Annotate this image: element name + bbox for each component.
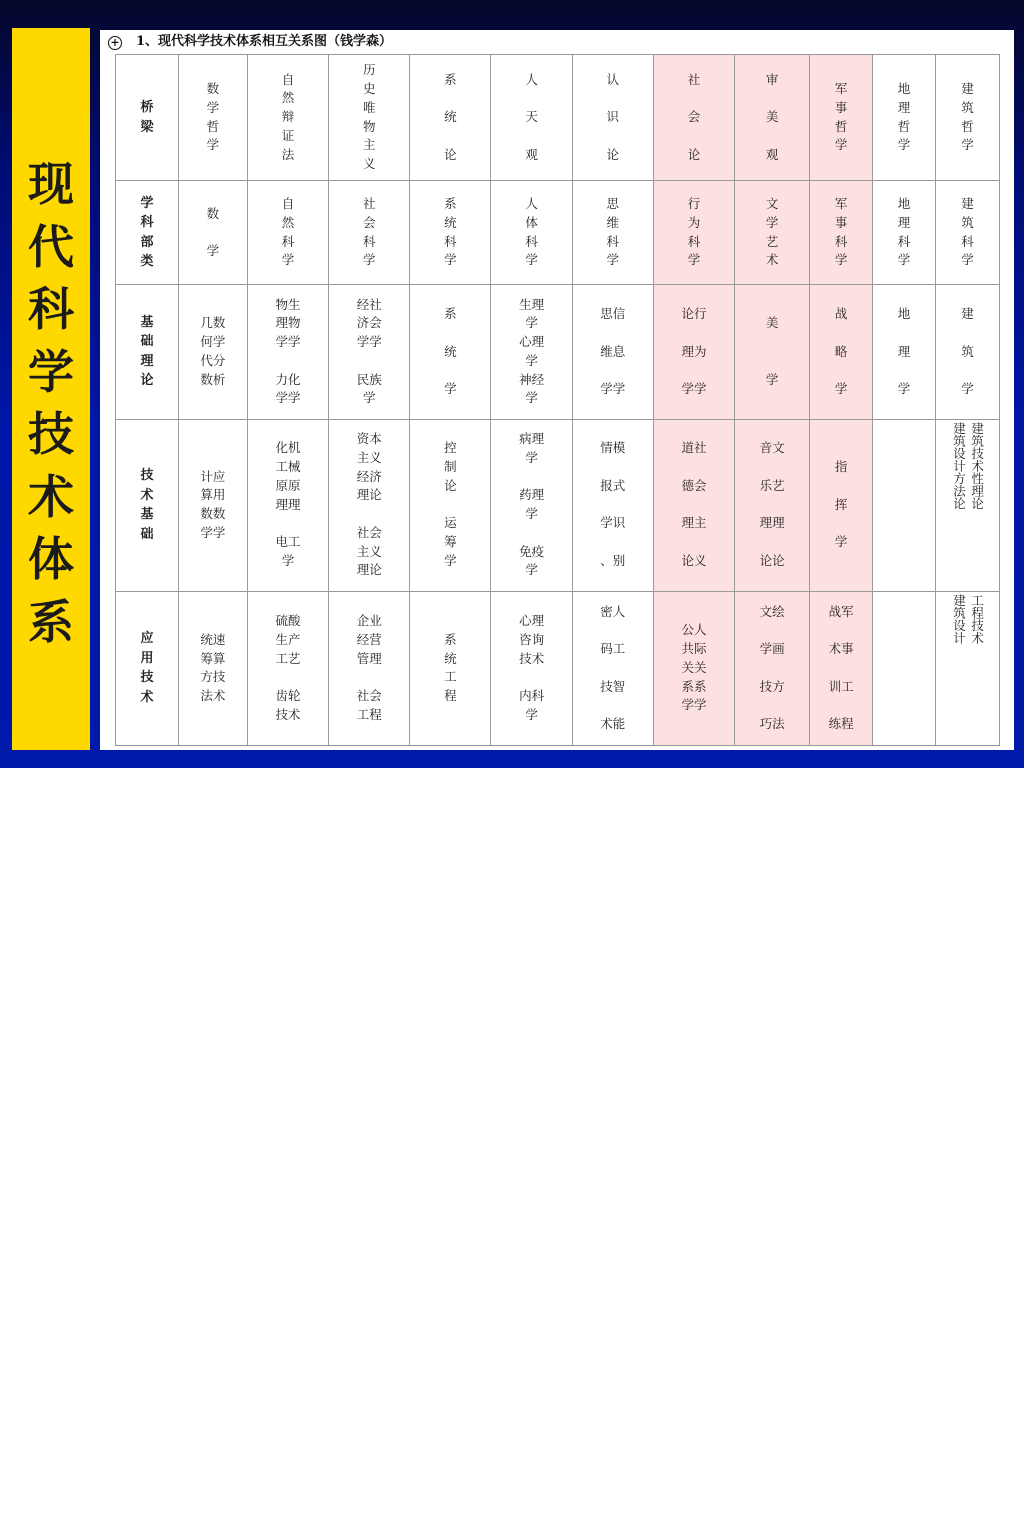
table-row [116,285,1000,419]
row-header: 学 科 部 类 [116,181,179,285]
figure-caption [108,32,392,52]
table-cell: 化机 工械 原原 理理 电工 学 [247,419,328,591]
table-cell: 系 统 工 程 [410,591,491,745]
side-title-banner [12,28,90,750]
table-cell: 人 体 科 学 [491,181,572,285]
side-title-char: 科 [28,282,74,336]
table-cell: 军 事 科 学 [810,181,873,285]
table-cell: 建 筑 科 学 [935,181,999,285]
table-cell: 社 会 论 [653,55,734,181]
table-cell: 文绘 学画 技方 巧法 [735,591,810,745]
table-cell: 建 筑 哲 学 [935,55,999,181]
table-cell: 指 挥 学 [810,419,873,591]
table-row [116,419,1000,591]
table-row [116,591,1000,745]
table-cell: 地 理 哲 学 [873,55,936,181]
side-title-char: 技 [28,407,74,461]
table-cell: 物生 理物 学学 力化 学学 [247,285,328,419]
table-cell: 病理 学 药理 学 免疫 学 [491,419,572,591]
table-cell: 社 会 科 学 [329,181,410,285]
side-title-char: 体 [28,532,74,586]
row-header: 技 术 基 础 [116,419,179,591]
table-cell [935,591,999,745]
side-title-char: 代 [28,219,74,274]
table-cell [873,591,936,745]
figure-image [100,30,1014,750]
table-cell: 统速 筹算 方技 法术 [178,591,247,745]
table-cell: 战军 术事 训工 练程 [810,591,873,745]
table-cell: 人 天 观 [491,55,572,181]
side-title-char: 现 [28,157,74,211]
table-cell: 数 学 [178,181,247,285]
table-cell: 数 学 哲 学 [178,55,247,181]
table-cell: 系 统 学 [410,285,491,419]
table-cell: 战 略 学 [810,285,873,419]
table-cell: 自 然 辩 证 法 [247,55,328,181]
table-cell: 密人 码工 技智 术能 [572,591,653,745]
row-header: 应 用 技 术 [116,591,179,745]
table-cell: 音文 乐艺 理理 论论 [735,419,810,591]
table-cell: 系 统 科 学 [410,181,491,285]
table-cell: 心理 咨询 技术 内科 学 [491,591,572,745]
table-cell: 军 事 哲 学 [810,55,873,181]
table-cell: 行 为 科 学 [653,181,734,285]
table-cell: 美 学 [735,285,810,419]
table-cell: 道社 德会 理主 论义 [653,419,734,591]
table-cell: 情模 报式 学识 、别 [572,419,653,591]
side-title-char: 系 [28,594,74,649]
table-cell: 公人 共际 关关 系系 学学 [653,591,734,745]
table-cell: 企业 经营 管理 社会 工程 [329,591,410,745]
table-cell: 审 美 观 [735,55,810,181]
table-cell: 思信 维息 学学 [572,285,653,419]
table-cell: 系 统 论 [410,55,491,181]
science-system-table [115,54,1000,746]
table-cell: 资本 主义 经济 理论 社会 主义 理论 [329,419,410,591]
row-header: 基 础 理 论 [116,285,179,419]
side-title-char: 学 [28,344,74,399]
table-cell: 经社 济会 学学 民族 学 [329,285,410,419]
plus-circle-icon: + [108,36,122,50]
table-cell: 地 理 科 学 [873,181,936,285]
table-cell: 地 理 学 [873,285,936,419]
table-cell: 自 然 科 学 [247,181,328,285]
table-cell: 认 识 论 [572,55,653,181]
row-header: 桥 梁 [116,55,179,181]
table-cell: 历 史 唯 物 主 义 [329,55,410,181]
figure-caption-text: 1、现代科学技术体系相互关系图（钱学森） [136,34,393,49]
table-cell: 思 维 科 学 [572,181,653,285]
table-cell: 控 制 论 运 筹 学 [410,419,491,591]
vertical-cell-text: 建筑技术性理论 建筑设计方法论 [951,421,985,510]
table-cell: 建 筑 学 [935,285,999,419]
table-cell: 硫酸 生产 工艺 齿轮 技术 [247,591,328,745]
table-cell [935,419,999,591]
vertical-cell-text: 工程技术 建筑设计 [951,593,985,644]
table-cell: 生理 学 心理 学 神经 学 [491,285,572,419]
table-cell [873,419,936,591]
table-cell: 几数 何学 代分 数析 [178,285,247,419]
table-cell: 论行 理为 学学 [653,285,734,419]
table-row [116,55,1000,181]
side-title-char: 术 [28,469,74,524]
table-row [116,181,1000,285]
table-cell: 文 学 艺 术 [735,181,810,285]
table-cell: 计应 算用 数数 学学 [178,419,247,591]
